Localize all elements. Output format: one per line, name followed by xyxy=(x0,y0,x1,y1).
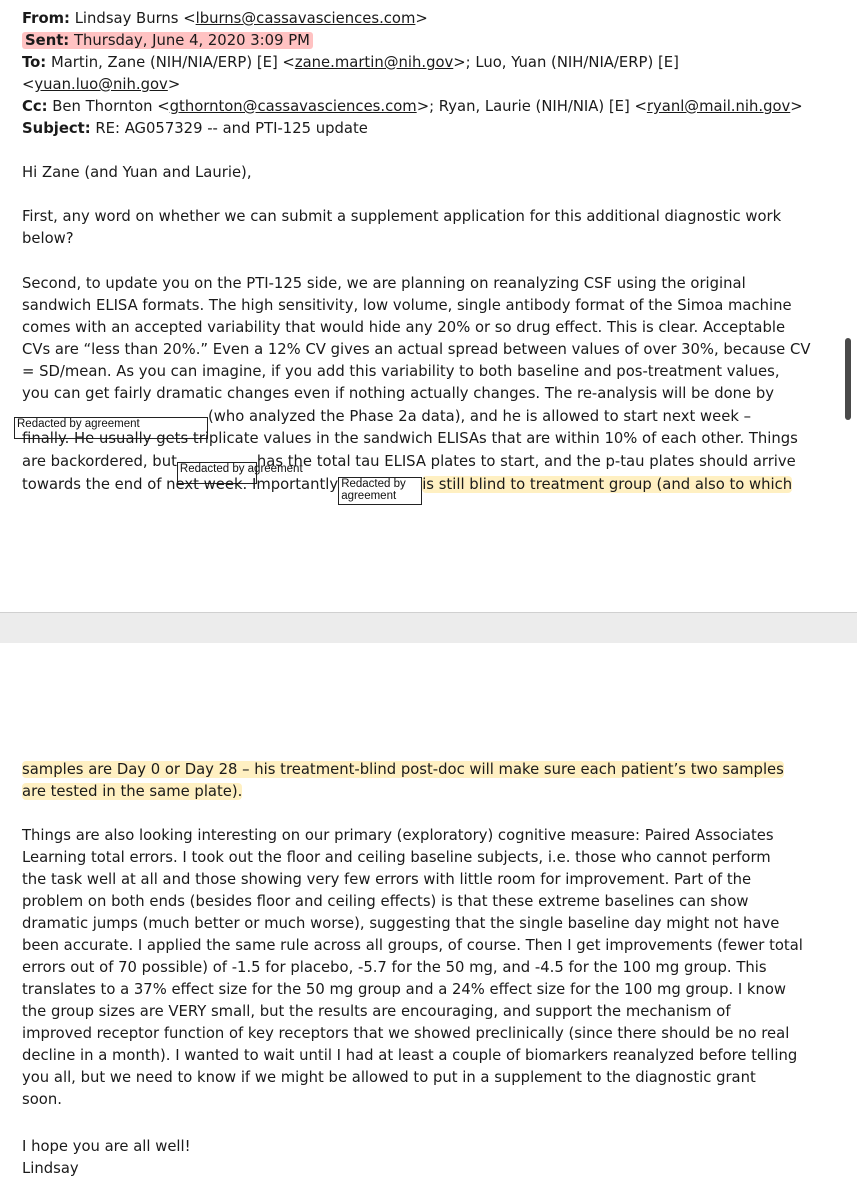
p3-line: you all, but we need to know if we might be allowed to put in a supplement to the diagnostic grant xyxy=(22,1069,756,1086)
p2-line: you can get fairly dramatic changes even if nothing actually changes. The re-analysis will be done by xyxy=(22,385,774,402)
p1-line: below? xyxy=(22,230,74,247)
p2-line: comes with an accepted variability that would hide any 20% or so drug effect. This is clear. Acceptable xyxy=(22,319,786,336)
to-email-1: zane.martin@nih.gov xyxy=(294,54,454,71)
redaction-box: Redacted by agreement xyxy=(338,477,422,505)
p3-line: dramatic jumps (much better or much worse), suggesting that the single baseline day might not have xyxy=(22,915,780,932)
subject-line xyxy=(22,118,368,140)
p3-line: the group sizes are VERY small, but the results are encouraging, and support the mechanism of xyxy=(22,1003,731,1020)
subject-label: Subject: xyxy=(22,120,91,137)
p2-line: CVs are “less than 20%.” Even a 12% CV gives an actual spread between values of over 30%, because CV xyxy=(22,341,811,358)
p2-line: = SD/mean. As you can imagine, if you add this variability to both baseline and pos-treatment values, xyxy=(22,363,780,380)
to-line: To: Martin, Zane (NIH/NIA/ERP) [E] <zane.martin@nih.gov>; Luo, Yuan (NIH/NIA/ERP) [E] xyxy=(22,54,679,71)
from-name: Lindsay Burns < xyxy=(74,10,196,27)
sent-label: Sent: xyxy=(25,32,70,49)
closing: I hope you are all well! xyxy=(22,1138,191,1155)
p2-line-redacted-1: Redacted by agreement (who analyzed the Phase 2a data), and he is allowed to start next week – xyxy=(14,406,751,428)
to-line-2: <yuan.luo@nih.gov> xyxy=(22,76,181,93)
cc-email-1: gthornton@cassavasciences.com xyxy=(169,98,417,115)
p2-line-redacted-2: are backordered, but Redacted by agreementhas the total tau ELISA plates to start, and the p-tau plates should arrive xyxy=(22,451,796,473)
p3-line: improved receptor function of key receptors that we showed preclinically (since there should be no real xyxy=(22,1025,790,1042)
cc-line: Cc: Ben Thornton <gthornton@cassavasciences.com>; Ryan, Laurie (NIH/NIA) [E] <ryanl@mail.nih.gov> xyxy=(22,98,803,115)
email-page-bottom xyxy=(0,643,857,1200)
p3-line: been accurate. I applied the same rule across all groups, of course. Then I get improvements (fewer total xyxy=(22,937,803,954)
page-break xyxy=(0,612,857,644)
p3-line: translates to a 37% effect size for the 50 mg group and a 24% effect size for the 100 mg group. I know xyxy=(22,981,787,998)
greeting: Hi Zane (and Yuan and Laurie), xyxy=(22,164,252,181)
scrollbar-thumb[interactable] xyxy=(845,338,851,420)
p2-line: Second, to update you on the PTI-125 side, we are planning on reanalyzing CSF using the original xyxy=(22,275,746,292)
subject-value: RE: AG057329 -- and PTI-125 update xyxy=(95,120,368,137)
p2-continued-line: samples are Day 0 or Day 28 – his treatment-blind post-doc will make sure each patient’s two samples xyxy=(22,761,784,778)
cc-label: Cc: xyxy=(22,98,48,115)
from-email: lburns@cassavasciences.com xyxy=(195,10,416,27)
p1-line: First, any word on whether we can submit a supplement application for this additional diagnostic work xyxy=(22,208,782,225)
from-label: From: xyxy=(22,10,70,27)
p3-line: problem on both ends (besides floor and ceiling effects) is that these extreme baselines can show xyxy=(22,893,749,910)
p3-line: Learning total errors. I took out the floor and ceiling baseline subjects, i.e. those who cannot perform xyxy=(22,849,771,866)
sent-line xyxy=(22,30,313,52)
p2-line: sandwich ELISA formats. The high sensitivity, low volume, single antibody format of the Simoa machine xyxy=(22,297,792,314)
p3-line: errors out of 70 possible) of -1.5 for placebo, -5.7 for the 50 mg, and -4.5 for the 100 mg group. This xyxy=(22,959,767,976)
p2-continued-line: are tested in the same plate). xyxy=(22,783,243,800)
redaction-box: Redacted by agreement xyxy=(14,417,208,439)
p3-line: the task well at all and those showing very few errors with little room for improvement. Part of the xyxy=(22,871,752,888)
p3-line: soon. xyxy=(22,1091,62,1108)
p3-line: decline in a month). I wanted to wait until I had at least a couple of biomarkers reanalyzed before telling xyxy=(22,1047,798,1064)
cc-email-2: ryanl@mail.nih.gov xyxy=(646,98,791,115)
sent-value: Thursday, June 4, 2020 3:09 PM xyxy=(73,32,310,49)
from-line: From: Lindsay Burns <lburns@cassavasciences.com> xyxy=(22,10,428,27)
to-email-2: yuan.luo@nih.gov xyxy=(34,76,168,93)
signature: Lindsay xyxy=(22,1160,79,1177)
to-label: To: xyxy=(22,54,47,71)
p3-line: Things are also looking interesting on our primary (exploratory) cognitive measure: Paired Associates xyxy=(22,827,774,844)
p2-line: finally. He usually gets triplicate values in the sandwich ELISAs that are within 10% of each other. Things xyxy=(22,430,798,447)
p2-line-redacted-3: towards the end of next week. Importantly Redacted by agreementis still blind to treatment group (and also to which xyxy=(22,474,792,496)
redaction-box: Redacted by agreement xyxy=(177,462,257,484)
